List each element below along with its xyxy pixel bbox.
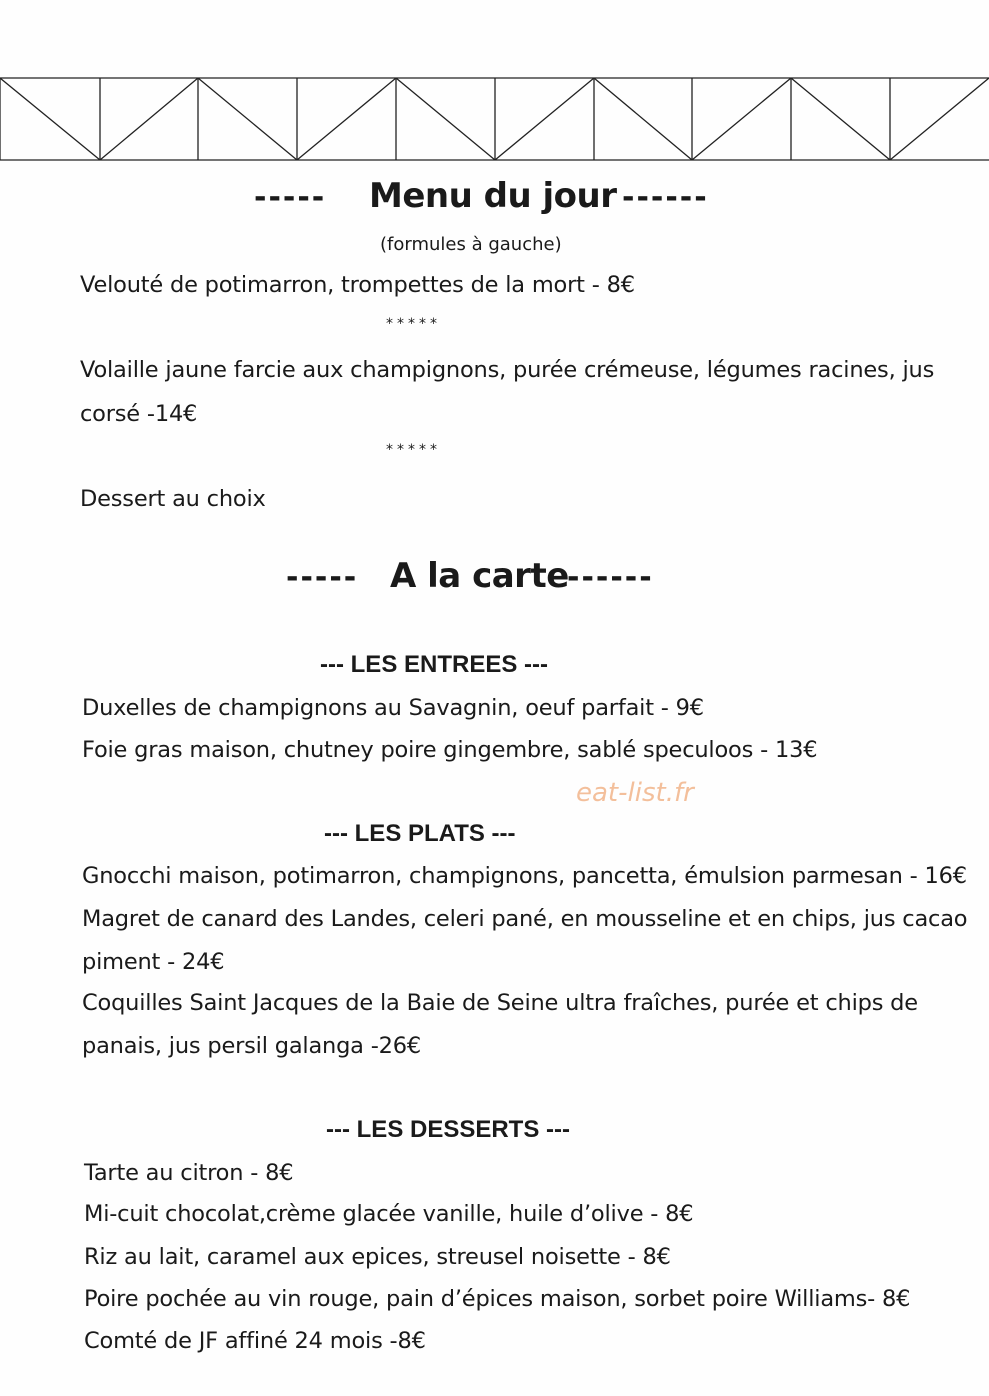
separator-stars: ***** — [386, 316, 441, 332]
separator-stars: ***** — [386, 442, 441, 458]
list-item: Riz au lait, caramel aux epices, streusel noisette - 8€ — [84, 1244, 671, 1270]
title-dashes-left: ----- — [254, 180, 327, 215]
menu-du-jour-dessert: Dessert au choix — [80, 486, 266, 512]
list-item: piment - 24€ — [82, 949, 225, 975]
list-item: Coquilles Saint Jacques de la Baie de Seine ultra fraîches, purée et chips de — [82, 990, 918, 1016]
list-item: Mi-cuit chocolat,crème glacée vanille, huile d’olive - 8€ — [84, 1201, 694, 1227]
menu-du-jour-subtitle: (formules à gauche) — [380, 234, 562, 255]
section-heading-desserts: --- LES DESSERTS --- — [326, 1116, 570, 1143]
list-item: Gnocchi maison, potimarron, champignons, pancetta, émulsion parmesan - 16€ — [82, 863, 967, 889]
watermark: eat-list.fr — [576, 778, 694, 808]
list-item: Poire pochée au vin rouge, pain d’épices maison, sorbet poire Williams- 8€ — [84, 1286, 911, 1312]
list-item: Tarte au citron - 8€ — [84, 1160, 294, 1186]
list-item: Duxelles de champignons au Savagnin, oeuf parfait - 9€ — [82, 695, 704, 721]
carte-dashes-right: ------ — [567, 560, 654, 595]
menu-du-jour-starter: Velouté de potimarron, trompettes de la mort - 8€ — [80, 272, 635, 298]
carte-dashes-left: ----- — [286, 560, 359, 595]
menu-du-jour-main-line2: corsé -14€ — [80, 401, 198, 427]
section-heading-plats: --- LES PLATS --- — [324, 820, 516, 847]
menu-du-jour-main-line1: Volaille jaune farcie aux champignons, purée crémeuse, légumes racines, jus — [80, 357, 935, 383]
geometric-banner — [0, 70, 989, 170]
list-item: panais, jus persil galanga -26€ — [82, 1033, 421, 1059]
list-item: Magret de canard des Landes, celeri pané, en mousseline et en chips, jus cacao — [82, 906, 968, 932]
list-item: Foie gras maison, chutney poire gingembre, sablé speculoos - 13€ — [82, 737, 818, 763]
menu-du-jour-title: Menu du jour — [369, 176, 617, 216]
list-item: Comté de JF affiné 24 mois -8€ — [84, 1328, 426, 1354]
a-la-carte-title: A la carte — [390, 556, 569, 596]
section-heading-entrees: --- LES ENTREES --- — [320, 651, 548, 678]
title-dashes-right: ------ — [622, 180, 709, 215]
